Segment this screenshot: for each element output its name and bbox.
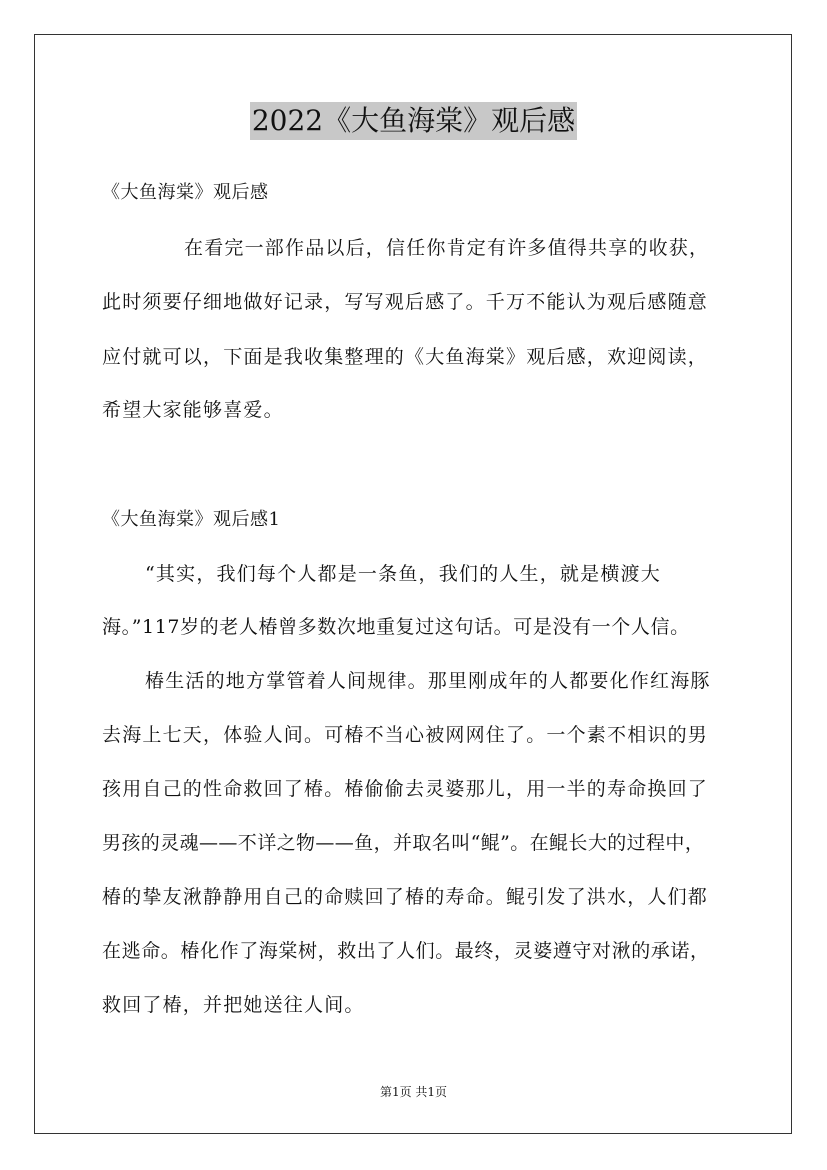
document-title: 2022《大鱼海棠》观后感 xyxy=(250,102,577,140)
body-line: 救回了椿，并把她送往人间。 xyxy=(102,994,365,1016)
page-footer: 第1页 共1页 xyxy=(379,1085,448,1099)
intro-line: 在看完一部作品以后，信任你肯定有许多值得共享的收获， xyxy=(184,237,710,259)
body-line: 去海上七天，体验人间。可椿不当心被网网住了。一个素不相识的男 xyxy=(102,724,709,746)
section-heading: 《大鱼海棠》观后感1 xyxy=(102,509,281,530)
body-line: 椿生活的地方掌管着人间规律。那里刚成年的人都要化作红海豚 xyxy=(145,670,711,692)
intro-line: 应付就可以，下面是我收集整理的《大鱼海棠》观后感，欢迎阅读， xyxy=(102,346,709,368)
body-line: 男孩的灵魂——不详之物——鱼，并取名叫“鲲”。在鲲长大的过程中， xyxy=(102,832,705,854)
body-line: 孩用自己的性命救回了椿。椿偷偷去灵婆那儿，用一半的寿命换回了 xyxy=(102,778,709,800)
body-line: 椿的挚友湫静静用自己的命赎回了椿的寿命。鲲引发了洪水，人们都 xyxy=(102,886,709,908)
intro-line: 此时须要仔细地做好记录，写写观后感了。千万不能认为观后感随意 xyxy=(102,291,709,313)
body-line: 在逃命。椿化作了海棠树，救出了人们。最终，灵婆遵守对湫的承诺， xyxy=(102,940,710,962)
body-line: 海。”117岁的老人椿曾多数次地重复过这句话。可是没有一个人信。 xyxy=(102,616,690,638)
title-wrap xyxy=(0,102,827,140)
intro-line: 希望大家能够喜爱。 xyxy=(102,399,284,421)
body-line: “其实，我们每个人都是一条鱼，我们的人生，就是横渡大 xyxy=(145,563,661,585)
document-subtitle: 《大鱼海棠》观后感 xyxy=(102,182,269,203)
